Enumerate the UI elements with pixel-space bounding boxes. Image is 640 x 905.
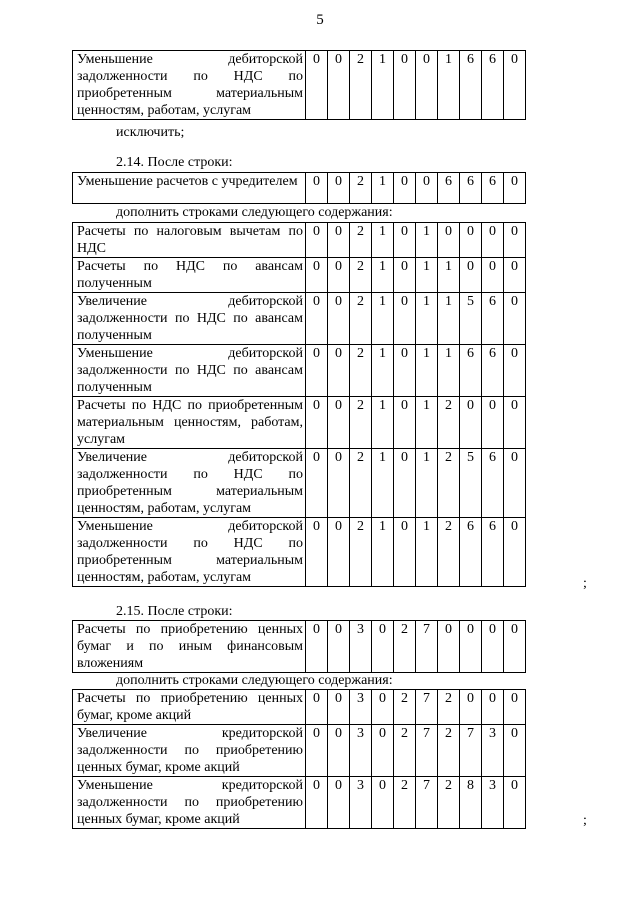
code-digit: 1	[416, 518, 438, 587]
code-digit: 2	[438, 449, 460, 518]
code-digit: 0	[328, 725, 350, 777]
table-row	[73, 293, 526, 345]
code-digit: 0	[394, 258, 416, 293]
code-digit: 0	[328, 258, 350, 293]
code-digit: 6	[482, 449, 504, 518]
code-digit: 1	[438, 258, 460, 293]
code-digit: 0	[460, 690, 482, 725]
code-digit: 2	[394, 725, 416, 777]
table-2-14-base	[72, 172, 526, 204]
row-name: Расчеты по НДС по авансам полученным	[73, 258, 306, 293]
code-digit: 0	[460, 258, 482, 293]
code-digit: 1	[372, 449, 394, 518]
table-row	[73, 173, 526, 204]
code-digit: 0	[482, 397, 504, 449]
code-digit: 0	[328, 223, 350, 258]
code-digit: 3	[482, 777, 504, 829]
table-row	[73, 690, 526, 725]
code-digit: 2	[438, 518, 460, 587]
code-digit: 6	[482, 293, 504, 345]
table-excluded-row	[72, 50, 526, 120]
code-digit: 0	[438, 223, 460, 258]
code-digit: 0	[306, 725, 328, 777]
code-digit: 1	[438, 345, 460, 397]
code-digit: 6	[482, 518, 504, 587]
code-digit: 0	[306, 173, 328, 204]
code-digit: 1	[416, 345, 438, 397]
code-digit: 0	[416, 173, 438, 204]
page-number: 5	[316, 12, 324, 28]
code-digit: 6	[482, 173, 504, 204]
code-digit: 0	[372, 725, 394, 777]
code-digit: 6	[438, 173, 460, 204]
code-digit: 0	[306, 690, 328, 725]
section-2-14-heading: 2.14. После строки:	[116, 155, 233, 170]
code-digit: 0	[306, 51, 328, 120]
code-digit: 0	[328, 449, 350, 518]
table-row	[73, 397, 526, 449]
code-digit: 0	[306, 258, 328, 293]
code-digit: 1	[372, 293, 394, 345]
code-digit: 2	[394, 621, 416, 673]
table-2-15-base	[72, 620, 526, 673]
code-digit: 7	[460, 725, 482, 777]
table-2-14-new	[72, 222, 526, 587]
code-digit: 0	[328, 397, 350, 449]
code-digit: 1	[372, 397, 394, 449]
code-digit: 1	[416, 397, 438, 449]
code-digit: 5	[460, 293, 482, 345]
section-2-14-end-mark: ;	[583, 576, 587, 591]
row-name: Увеличение дебиторской задолженности по НДС по авансам полученным	[73, 293, 306, 345]
code-digit: 0	[504, 690, 526, 725]
code-digit: 0	[438, 621, 460, 673]
table-row	[73, 345, 526, 397]
code-digit: 0	[372, 690, 394, 725]
code-digit: 0	[504, 293, 526, 345]
code-digit: 0	[306, 293, 328, 345]
code-digit: 0	[328, 293, 350, 345]
code-digit: 0	[372, 621, 394, 673]
section-2-14-supplement: дополнить строками следующего содержания:	[116, 205, 393, 220]
code-digit: 0	[504, 449, 526, 518]
code-digit: 3	[482, 725, 504, 777]
code-digit: 1	[416, 223, 438, 258]
code-digit: 0	[306, 345, 328, 397]
code-digit: 0	[306, 621, 328, 673]
section-2-15-supplement: дополнить строками следующего содержания:	[116, 673, 393, 688]
code-digit: 1	[438, 293, 460, 345]
code-digit: 0	[328, 51, 350, 120]
code-digit: 1	[372, 345, 394, 397]
code-digit: 0	[504, 258, 526, 293]
code-digit: 1	[372, 223, 394, 258]
code-digit: 0	[482, 258, 504, 293]
code-digit: 2	[394, 777, 416, 829]
code-digit: 0	[504, 725, 526, 777]
code-digit: 0	[306, 449, 328, 518]
code-digit: 0	[504, 777, 526, 829]
row-name: Расчеты по НДС по приобретенным материальным ценностям, работам, услугам	[73, 397, 306, 449]
row-name: Расчеты по приобретению ценных бумаг, кроме акций	[73, 690, 306, 725]
code-digit: 0	[460, 223, 482, 258]
code-digit: 0	[328, 345, 350, 397]
row-name: Увеличение кредиторской задолженности по приобретению ценных бумаг, кроме акций	[73, 725, 306, 777]
code-digit: 2	[350, 449, 372, 518]
code-digit: 2	[438, 397, 460, 449]
table-row	[73, 725, 526, 777]
code-digit: 0	[306, 397, 328, 449]
table-row	[73, 51, 526, 120]
code-digit: 1	[416, 449, 438, 518]
code-digit: 0	[306, 223, 328, 258]
code-digit: 2	[350, 223, 372, 258]
code-digit: 0	[504, 51, 526, 120]
code-digit: 6	[460, 173, 482, 204]
code-digit: 5	[460, 449, 482, 518]
code-digit: 1	[438, 51, 460, 120]
code-digit: 0	[394, 345, 416, 397]
code-digit: 0	[328, 690, 350, 725]
code-digit: 0	[394, 293, 416, 345]
code-digit: 2	[350, 293, 372, 345]
code-digit: 0	[328, 173, 350, 204]
code-digit: 3	[350, 621, 372, 673]
code-digit: 0	[372, 777, 394, 829]
code-digit: 2	[350, 397, 372, 449]
row-name: Увеличение дебиторской задолженности по НДС по приобретенным материальным ценностям, работам, услугам	[73, 449, 306, 518]
section-2-15-heading: 2.15. После строки:	[116, 604, 233, 619]
code-digit: 2	[350, 258, 372, 293]
code-digit: 6	[482, 345, 504, 397]
code-digit: 3	[350, 777, 372, 829]
code-digit: 0	[504, 621, 526, 673]
code-digit: 0	[394, 449, 416, 518]
code-digit: 2	[438, 690, 460, 725]
code-digit: 1	[372, 51, 394, 120]
code-digit: 0	[482, 621, 504, 673]
row-name: Уменьшение дебиторской задолженности по НДС по приобретенным материальным ценностям, работам, услугам	[73, 51, 306, 120]
code-digit: 3	[350, 725, 372, 777]
table-row	[73, 777, 526, 829]
code-digit: 8	[460, 777, 482, 829]
code-digit: 0	[504, 173, 526, 204]
row-name: Расчеты по налоговым вычетам по НДС	[73, 223, 306, 258]
code-digit: 2	[350, 345, 372, 397]
code-digit: 0	[394, 223, 416, 258]
code-digit: 7	[416, 690, 438, 725]
table-row	[73, 258, 526, 293]
code-digit: 1	[416, 293, 438, 345]
code-digit: 0	[328, 777, 350, 829]
code-digit: 6	[460, 518, 482, 587]
code-digit: 0	[306, 518, 328, 587]
code-digit: 2	[350, 518, 372, 587]
code-digit: 2	[350, 173, 372, 204]
code-digit: 6	[460, 345, 482, 397]
code-digit: 1	[416, 258, 438, 293]
code-digit: 0	[394, 397, 416, 449]
code-digit: 2	[438, 777, 460, 829]
row-name: Уменьшение дебиторской задолженности по НДС по приобретенным материальным ценностям, работам, услугам	[73, 518, 306, 587]
code-digit: 0	[394, 173, 416, 204]
code-digit: 6	[460, 51, 482, 120]
code-digit: 0	[504, 518, 526, 587]
code-digit: 1	[372, 173, 394, 204]
code-digit: 1	[372, 258, 394, 293]
code-digit: 0	[416, 51, 438, 120]
code-digit: 0	[306, 777, 328, 829]
code-digit: 2	[438, 725, 460, 777]
code-digit: 0	[328, 621, 350, 673]
code-digit: 0	[328, 518, 350, 587]
row-name: Уменьшение дебиторской задолженности по НДС по авансам полученным	[73, 345, 306, 397]
code-digit: 0	[460, 621, 482, 673]
code-digit: 2	[350, 51, 372, 120]
section-2-15-end-mark: ;	[583, 813, 587, 828]
table-row	[73, 449, 526, 518]
code-digit: 7	[416, 621, 438, 673]
code-digit: 0	[460, 397, 482, 449]
table-row	[73, 518, 526, 587]
row-name: Уменьшение кредиторской задолженности по приобретению ценных бумаг, кроме акций	[73, 777, 306, 829]
code-digit: 1	[372, 518, 394, 587]
code-digit: 7	[416, 777, 438, 829]
code-digit: 2	[394, 690, 416, 725]
code-digit: 0	[504, 345, 526, 397]
code-digit: 0	[394, 51, 416, 120]
code-digit: 0	[482, 223, 504, 258]
code-digit: 0	[394, 518, 416, 587]
code-digit: 3	[350, 690, 372, 725]
code-digit: 0	[482, 690, 504, 725]
code-digit: 6	[482, 51, 504, 120]
code-digit: 0	[504, 397, 526, 449]
code-digit: 0	[504, 223, 526, 258]
code-digit: 7	[416, 725, 438, 777]
row-name: Расчеты по приобретению ценных бумаг и по иным финансовым вложениям	[73, 621, 306, 673]
table-row	[73, 621, 526, 673]
table-2-15-new	[72, 689, 526, 829]
table-row	[73, 223, 526, 258]
row-name: Уменьшение расчетов с учредителем	[73, 173, 306, 204]
exclude-instruction: исключить;	[116, 125, 185, 140]
